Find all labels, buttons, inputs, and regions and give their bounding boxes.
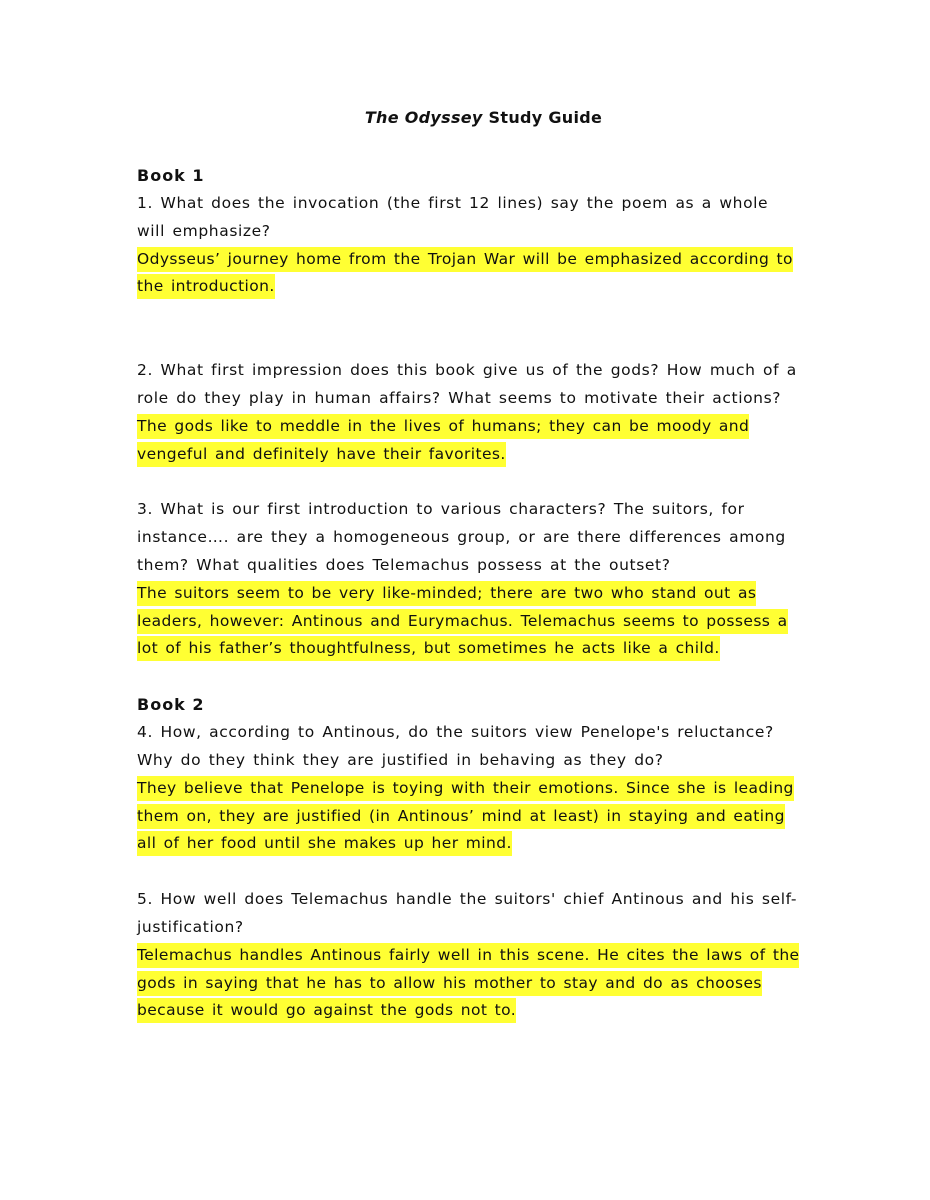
answer-1 — [137, 246, 800, 302]
answer-3-text: The suitors seem to be very like-minded; there are two who stand out as leaders, however: Antinous and Eurymachus. Telemachus seems to possess a lot of his father’s thoughtfulness, but sometimes he acts like a child. — [137, 581, 788, 662]
answer-3 — [137, 580, 800, 663]
spacer — [137, 468, 800, 496]
question-4: 4. How, according to Antinous, do the suitors view Penelope's reluctance? Why do they think they are justified in behaving as they do? — [137, 723, 774, 769]
answer-4 — [137, 775, 800, 858]
book-1-heading: Book 1 — [137, 166, 205, 185]
question-2: 2. What first impression does this book give us of the gods? How much of a role do they play in human affairs? What seems to motivate their actions? — [137, 361, 797, 407]
document-title — [137, 106, 800, 130]
answer-1-text: Odysseus’ journey home from the Trojan War will be emphasized according to the introduction. — [137, 247, 793, 300]
title-suffix: Study Guide — [482, 108, 603, 127]
spacer — [137, 301, 800, 357]
answer-2 — [137, 413, 800, 469]
book-2-heading: Book 2 — [137, 695, 205, 715]
answer-2-text: The gods like to meddle in the lives of humans; they can be moody and vengeful and definitely have their favorites. — [137, 414, 749, 467]
question-3: 3. What is our first introduction to various characters? The suitors, for instance…. are they a homogeneous group, or are there differences among them? What qualities does Telemachus possess at the outset? — [137, 500, 786, 574]
question-1: 1. What does the invocation (the first 12 lines) say the poem as a whole will emphasize? — [137, 194, 769, 240]
title-work-name: The Odyssey — [364, 108, 483, 127]
answer-5 — [137, 942, 800, 1025]
question-5: 5. How well does Telemachus handle the suitors' chief Antinous and his self-justification? — [137, 890, 798, 936]
answer-5-text: Telemachus handles Antinous fairly well in this scene. He cites the laws of the gods in saying that he has to allow his mother to stay and do as chooses because it would go against the gods not to. — [137, 943, 799, 1024]
book-2-section — [137, 691, 800, 1025]
book-1-section — [137, 162, 800, 663]
answer-4-text: They believe that Penelope is toying with their emotions. Since she is leading them on, they are justified (in Antinous’ mind at least) in staying and eating all of her food until she makes up her mind. — [137, 776, 794, 857]
spacer — [137, 663, 800, 691]
spacer — [137, 858, 800, 886]
